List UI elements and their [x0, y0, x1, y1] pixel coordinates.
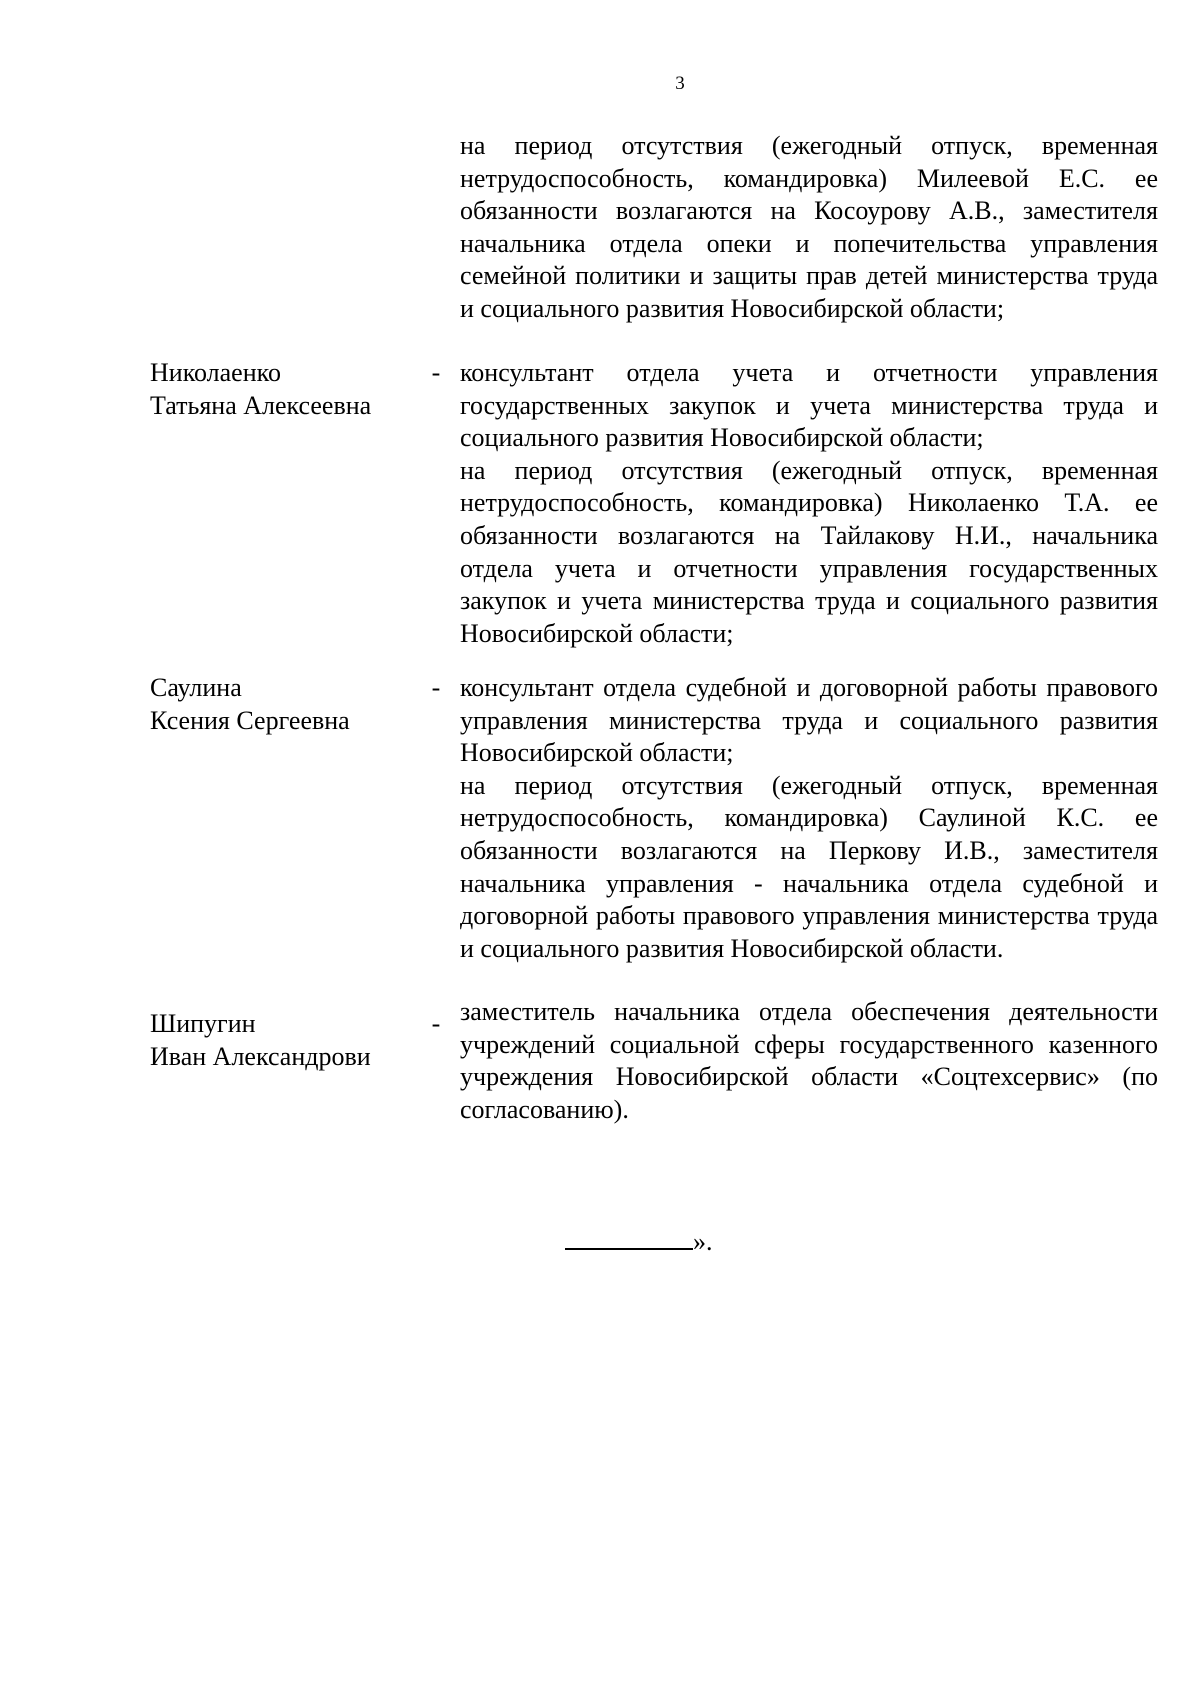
- position-text: заместитель начальника отдела обеспечения деятельности учреждений социальной сферы государственного казенного учреждения Новосибирской области «Соцтехсервис» (по согласованию).: [460, 997, 1158, 1124]
- page-number: 3: [675, 73, 685, 94]
- person-name: [150, 1008, 420, 1073]
- person-given-names: Иван Александрови: [150, 1041, 371, 1071]
- substitution-text: на период отсутствия (ежегодный отпуск, временная нетрудоспособность, командировка) Саулиной К.С. ее обязанности возлагаются на Перкову И.В., заместителя начальника управления - начальника отдела судебной и договорной работы правового управления министерства труда и социального развития Новосибирской области.: [460, 770, 1158, 963]
- person-given-names: Ксения Сергеевна: [150, 705, 350, 735]
- closing-quote-mark: ».: [693, 1227, 713, 1256]
- person-name: [150, 357, 420, 422]
- intro-paragraph: на период отсутствия (ежегодный отпуск, временная нетрудоспособность, командировка) Милеевой Е.С. ее обязанности возлагаются на Косоурову А.В., заместителя начальника отдела опеки и попечительства управления семейной политики и защиты прав детей министерства труда и социального развития Новосибирской области;: [460, 131, 1158, 323]
- substitution-text: на период отсутствия (ежегодный отпуск, временная нетрудоспособность, командировка) Николаенко Т.А. ее обязанности возлагаются на Тайлакову Н.И., начальника отдела учета и отчетности управления государственных закупок и учета министерства труда и социального развития Новосибирской области;: [460, 455, 1158, 648]
- closing-line: [565, 1226, 713, 1258]
- entry-dash: -: [431, 1009, 441, 1038]
- entry-dash: -: [431, 673, 441, 702]
- closing-underline: [565, 1226, 693, 1250]
- person-given-names: Татьяна Алексеевна: [150, 390, 372, 420]
- person-name: [150, 672, 420, 737]
- entry-dash: -: [431, 358, 441, 387]
- position-text: консультант отдела судебной и договорной работы правового управления министерства труда и социального развития Новосибирской области;: [460, 673, 1158, 768]
- entry-description: [460, 357, 1158, 650]
- position-text: консультант отдела учета и отчетности управления государственных закупок и учета министерства труда и социального развития Новосибирской области;: [460, 358, 1158, 453]
- person-surname: Шипугин: [150, 1009, 256, 1038]
- person-surname: Саулина: [150, 673, 242, 702]
- person-surname: Николаенко: [150, 358, 281, 387]
- entry-description: [460, 672, 1158, 965]
- entry-description: [460, 996, 1158, 1126]
